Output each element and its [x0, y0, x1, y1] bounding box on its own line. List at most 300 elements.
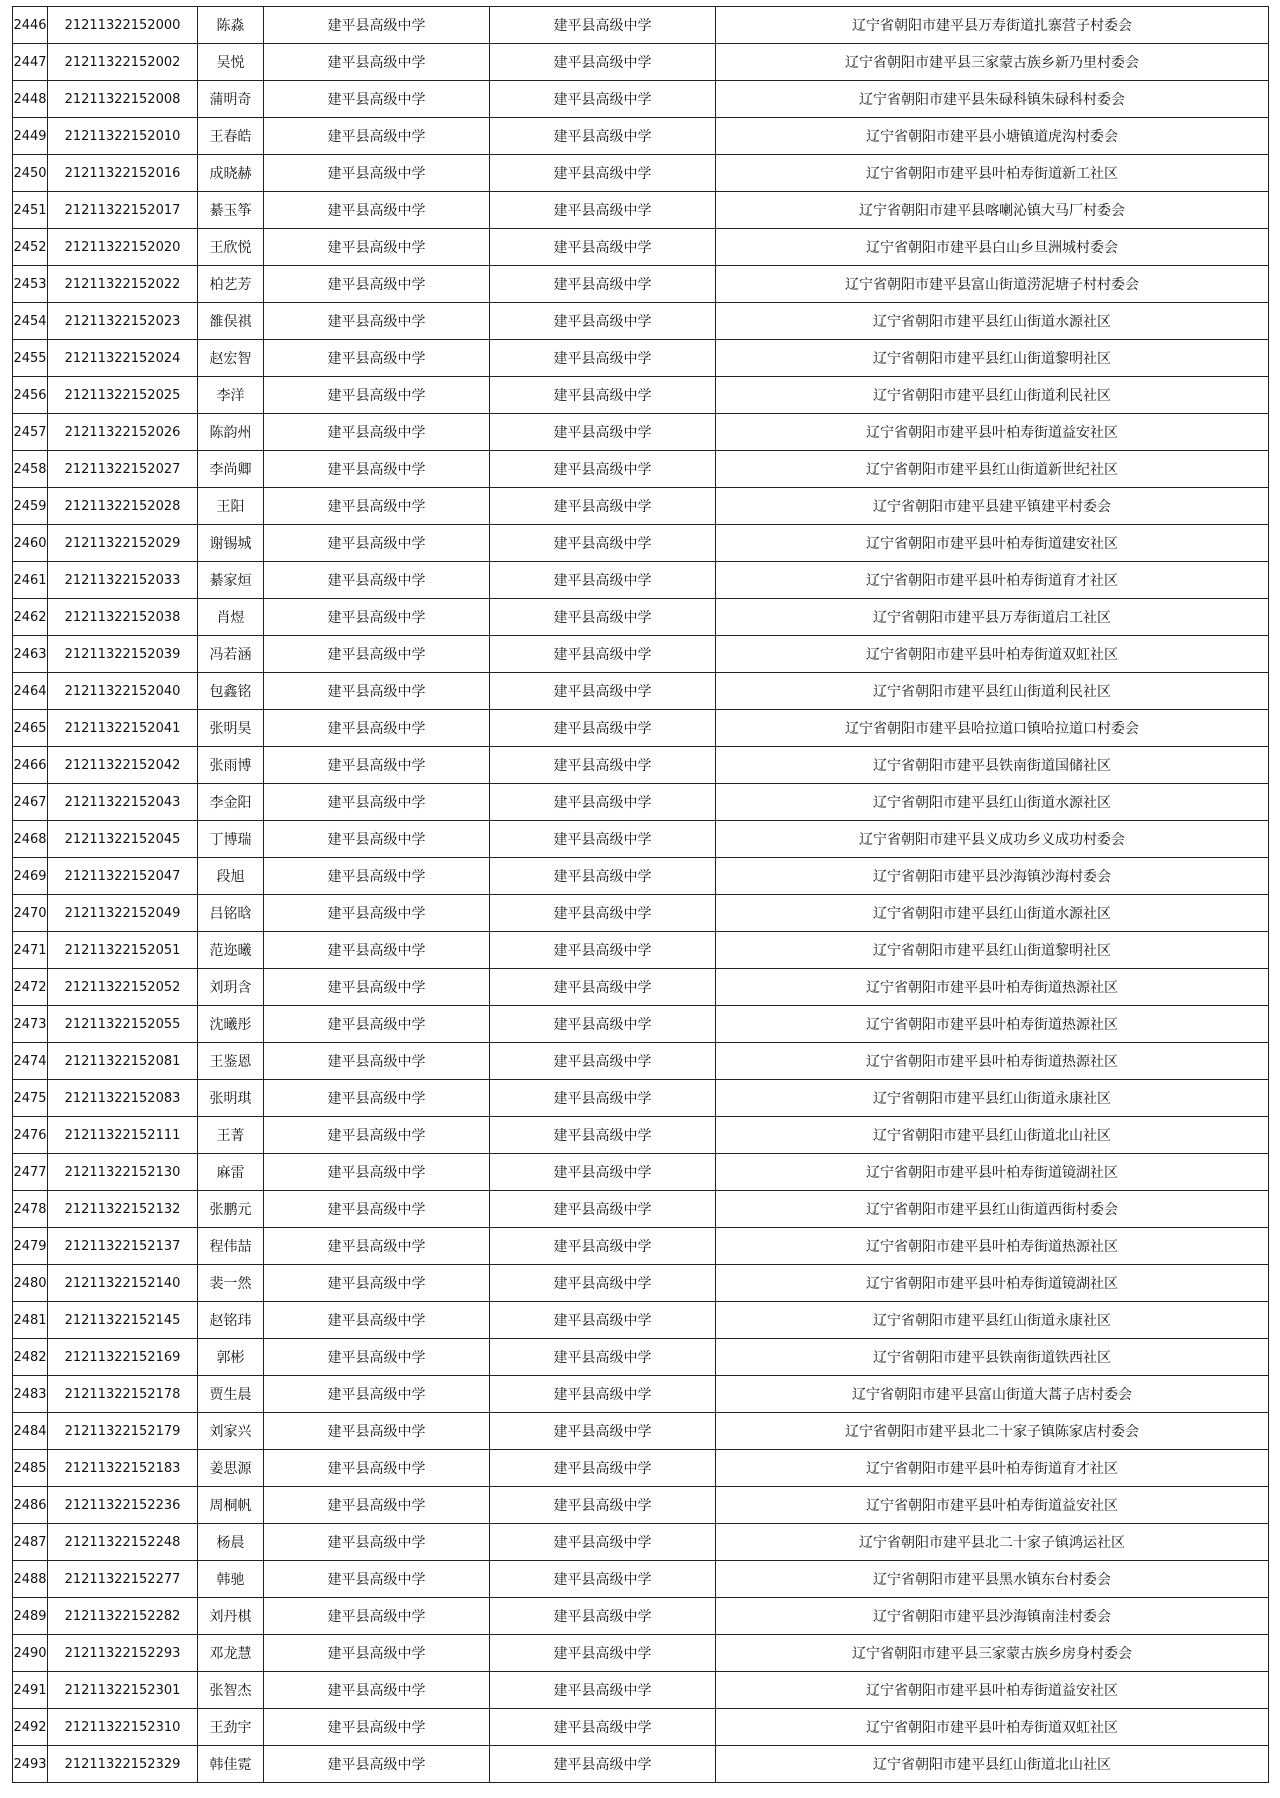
school-name-cell: 建平县高级中学 [264, 895, 490, 932]
home-address-cell: 辽宁省朝阳市建平县叶柏寿街道热源社区 [716, 969, 1269, 1006]
student-name-cell: 蒲明奇 [198, 81, 264, 118]
admit-school-cell: 建平县高级中学 [490, 1561, 716, 1598]
student-name-cell: 王阳 [198, 488, 264, 525]
table-row [13, 932, 1269, 969]
exam-id-cell: 21211322152083 [48, 1080, 198, 1117]
exam-id-cell: 21211322152043 [48, 784, 198, 821]
home-address-cell: 辽宁省朝阳市建平县铁南街道铁西社区 [716, 1339, 1269, 1376]
home-address-cell: 辽宁省朝阳市建平县叶柏寿街道益安社区 [716, 414, 1269, 451]
document-page [12, 6, 1268, 1783]
row-number-cell: 2468 [13, 821, 48, 858]
table-row [13, 1561, 1269, 1598]
school-name-cell: 建平县高级中学 [264, 673, 490, 710]
student-name-cell: 赵宏智 [198, 340, 264, 377]
table-row [13, 1413, 1269, 1450]
home-address-cell: 辽宁省朝阳市建平县叶柏寿街道育才社区 [716, 1450, 1269, 1487]
table-row [13, 1043, 1269, 1080]
home-address-cell: 辽宁省朝阳市建平县三家蒙古族乡房身村委会 [716, 1635, 1269, 1672]
exam-id-cell: 21211322152047 [48, 858, 198, 895]
exam-id-cell: 21211322152310 [48, 1709, 198, 1746]
school-name-cell: 建平县高级中学 [264, 747, 490, 784]
exam-id-cell: 21211322152010 [48, 118, 198, 155]
row-number-cell: 2453 [13, 266, 48, 303]
student-name-cell: 韩驰 [198, 1561, 264, 1598]
school-name-cell: 建平县高级中学 [264, 1635, 490, 1672]
school-name-cell: 建平县高级中学 [264, 599, 490, 636]
home-address-cell: 辽宁省朝阳市建平县叶柏寿街道热源社区 [716, 1228, 1269, 1265]
table-row [13, 784, 1269, 821]
row-number-cell: 2467 [13, 784, 48, 821]
home-address-cell: 辽宁省朝阳市建平县红山街道水源社区 [716, 784, 1269, 821]
school-name-cell: 建平县高级中学 [264, 340, 490, 377]
school-name-cell: 建平县高级中学 [264, 44, 490, 81]
admit-school-cell: 建平县高级中学 [490, 636, 716, 673]
table-row [13, 377, 1269, 414]
school-name-cell: 建平县高级中学 [264, 303, 490, 340]
school-name-cell: 建平县高级中学 [264, 821, 490, 858]
exam-id-cell: 21211322152049 [48, 895, 198, 932]
home-address-cell: 辽宁省朝阳市建平县叶柏寿街道新工社区 [716, 155, 1269, 192]
school-name-cell: 建平县高级中学 [264, 192, 490, 229]
school-name-cell: 建平县高级中学 [264, 155, 490, 192]
home-address-cell: 辽宁省朝阳市建平县白山乡旦洲城村委会 [716, 229, 1269, 266]
table-row [13, 562, 1269, 599]
admit-school-cell: 建平县高级中学 [490, 1450, 716, 1487]
admit-school-cell: 建平县高级中学 [490, 229, 716, 266]
school-name-cell: 建平县高级中学 [264, 81, 490, 118]
row-number-cell: 2470 [13, 895, 48, 932]
table-row [13, 747, 1269, 784]
admit-school-cell: 建平县高级中学 [490, 1339, 716, 1376]
student-name-cell: 刘丹棋 [198, 1598, 264, 1635]
admit-school-cell: 建平县高级中学 [490, 1080, 716, 1117]
exam-id-cell: 21211322152026 [48, 414, 198, 451]
exam-id-cell: 21211322152140 [48, 1265, 198, 1302]
row-number-cell: 2484 [13, 1413, 48, 1450]
table-row [13, 599, 1269, 636]
student-name-cell: 吴悦 [198, 44, 264, 81]
student-name-cell: 成晓赫 [198, 155, 264, 192]
exam-id-cell: 21211322152277 [48, 1561, 198, 1598]
home-address-cell: 辽宁省朝阳市建平县红山街道永康社区 [716, 1080, 1269, 1117]
home-address-cell: 辽宁省朝阳市建平县红山街道北山社区 [716, 1746, 1269, 1783]
exam-id-cell: 21211322152020 [48, 229, 198, 266]
home-address-cell: 辽宁省朝阳市建平县叶柏寿街道益安社区 [716, 1487, 1269, 1524]
student-name-cell: 杨晨 [198, 1524, 264, 1561]
row-number-cell: 2492 [13, 1709, 48, 1746]
exam-id-cell: 21211322152045 [48, 821, 198, 858]
student-name-cell: 沈曦彤 [198, 1006, 264, 1043]
row-number-cell: 2474 [13, 1043, 48, 1080]
admit-school-cell: 建平县高级中学 [490, 599, 716, 636]
admit-school-cell: 建平县高级中学 [490, 1043, 716, 1080]
admit-school-cell: 建平县高级中学 [490, 1154, 716, 1191]
admit-school-cell: 建平县高级中学 [490, 266, 716, 303]
table-row [13, 1154, 1269, 1191]
school-name-cell: 建平县高级中学 [264, 1191, 490, 1228]
table-row [13, 858, 1269, 895]
home-address-cell: 辽宁省朝阳市建平县小塘镇道虎沟村委会 [716, 118, 1269, 155]
school-name-cell: 建平县高级中学 [264, 1524, 490, 1561]
row-number-cell: 2485 [13, 1450, 48, 1487]
row-number-cell: 2462 [13, 599, 48, 636]
row-number-cell: 2464 [13, 673, 48, 710]
admit-school-cell: 建平县高级中学 [490, 821, 716, 858]
admit-school-cell: 建平县高级中学 [490, 7, 716, 44]
school-name-cell: 建平县高级中学 [264, 784, 490, 821]
home-address-cell: 辽宁省朝阳市建平县义成功乡义成功村委会 [716, 821, 1269, 858]
admit-school-cell: 建平县高级中学 [490, 1228, 716, 1265]
student-name-cell: 张鹏元 [198, 1191, 264, 1228]
student-name-cell: 谢锡城 [198, 525, 264, 562]
row-number-cell: 2454 [13, 303, 48, 340]
student-name-cell: 陈淼 [198, 7, 264, 44]
exam-id-cell: 21211322152008 [48, 81, 198, 118]
school-name-cell: 建平县高级中学 [264, 636, 490, 673]
row-number-cell: 2476 [13, 1117, 48, 1154]
school-name-cell: 建平县高级中学 [264, 1117, 490, 1154]
student-name-cell: 张明昊 [198, 710, 264, 747]
exam-id-cell: 21211322152028 [48, 488, 198, 525]
student-name-cell: 包鑫铭 [198, 673, 264, 710]
admit-school-cell: 建平县高级中学 [490, 895, 716, 932]
admit-school-cell: 建平县高级中学 [490, 1191, 716, 1228]
exam-id-cell: 21211322152301 [48, 1672, 198, 1709]
exam-id-cell: 21211322152051 [48, 932, 198, 969]
admit-school-cell: 建平县高级中学 [490, 488, 716, 525]
student-name-cell: 程伟喆 [198, 1228, 264, 1265]
student-name-cell: 王鉴恩 [198, 1043, 264, 1080]
row-number-cell: 2460 [13, 525, 48, 562]
student-name-cell: 綦玉筝 [198, 192, 264, 229]
exam-id-cell: 21211322152038 [48, 599, 198, 636]
school-name-cell: 建平县高级中学 [264, 1228, 490, 1265]
exam-id-cell: 21211322152017 [48, 192, 198, 229]
student-name-cell: 李洋 [198, 377, 264, 414]
admit-school-cell: 建平县高级中学 [490, 1635, 716, 1672]
admit-school-cell: 建平县高级中学 [490, 1598, 716, 1635]
student-name-cell: 王菁 [198, 1117, 264, 1154]
row-number-cell: 2490 [13, 1635, 48, 1672]
admit-school-cell: 建平县高级中学 [490, 1117, 716, 1154]
admit-school-cell: 建平县高级中学 [490, 784, 716, 821]
school-name-cell: 建平县高级中学 [264, 266, 490, 303]
exam-id-cell: 21211322152282 [48, 1598, 198, 1635]
home-address-cell: 辽宁省朝阳市建平县北二十家子镇陈家店村委会 [716, 1413, 1269, 1450]
school-name-cell: 建平县高级中学 [264, 229, 490, 266]
student-name-cell: 冯若涵 [198, 636, 264, 673]
home-address-cell: 辽宁省朝阳市建平县红山街道水源社区 [716, 895, 1269, 932]
table-row [13, 7, 1269, 44]
exam-id-cell: 21211322152000 [48, 7, 198, 44]
admit-school-cell: 建平县高级中学 [490, 1746, 716, 1783]
exam-id-cell: 21211322152329 [48, 1746, 198, 1783]
exam-id-cell: 21211322152132 [48, 1191, 198, 1228]
row-number-cell: 2469 [13, 858, 48, 895]
home-address-cell: 辽宁省朝阳市建平县建平镇建平村委会 [716, 488, 1269, 525]
school-name-cell: 建平县高级中学 [264, 7, 490, 44]
school-name-cell: 建平县高级中学 [264, 858, 490, 895]
table-row [13, 525, 1269, 562]
home-address-cell: 辽宁省朝阳市建平县红山街道黎明社区 [716, 340, 1269, 377]
school-name-cell: 建平县高级中学 [264, 1672, 490, 1709]
table-row [13, 1376, 1269, 1413]
row-number-cell: 2493 [13, 1746, 48, 1783]
row-number-cell: 2482 [13, 1339, 48, 1376]
school-name-cell: 建平县高级中学 [264, 525, 490, 562]
home-address-cell: 辽宁省朝阳市建平县红山街道利民社区 [716, 673, 1269, 710]
admit-school-cell: 建平县高级中学 [490, 340, 716, 377]
home-address-cell: 辽宁省朝阳市建平县三家蒙古族乡新乃里村委会 [716, 44, 1269, 81]
school-name-cell: 建平县高级中学 [264, 1339, 490, 1376]
row-number-cell: 2487 [13, 1524, 48, 1561]
home-address-cell: 辽宁省朝阳市建平县哈拉道口镇哈拉道口村委会 [716, 710, 1269, 747]
roster-body [13, 7, 1269, 1783]
home-address-cell: 辽宁省朝阳市建平县沙海镇南洼村委会 [716, 1598, 1269, 1635]
table-row [13, 451, 1269, 488]
school-name-cell: 建平县高级中学 [264, 118, 490, 155]
school-name-cell: 建平县高级中学 [264, 969, 490, 1006]
school-name-cell: 建平县高级中学 [264, 710, 490, 747]
row-number-cell: 2478 [13, 1191, 48, 1228]
student-name-cell: 丁博瑞 [198, 821, 264, 858]
home-address-cell: 辽宁省朝阳市建平县万寿街道启工社区 [716, 599, 1269, 636]
school-name-cell: 建平县高级中学 [264, 1043, 490, 1080]
student-name-cell: 张智杰 [198, 1672, 264, 1709]
admit-school-cell: 建平县高级中学 [490, 1672, 716, 1709]
exam-id-cell: 21211322152055 [48, 1006, 198, 1043]
school-name-cell: 建平县高级中学 [264, 1265, 490, 1302]
admit-school-cell: 建平县高级中学 [490, 858, 716, 895]
student-name-cell: 吕铭晗 [198, 895, 264, 932]
exam-id-cell: 21211322152029 [48, 525, 198, 562]
exam-id-cell: 21211322152027 [48, 451, 198, 488]
student-name-cell: 裴一然 [198, 1265, 264, 1302]
school-name-cell: 建平县高级中学 [264, 1302, 490, 1339]
home-address-cell: 辽宁省朝阳市建平县万寿街道扎寨营子村委会 [716, 7, 1269, 44]
row-number-cell: 2471 [13, 932, 48, 969]
row-number-cell: 2488 [13, 1561, 48, 1598]
student-name-cell: 赵铭玮 [198, 1302, 264, 1339]
table-row [13, 44, 1269, 81]
table-row [13, 1598, 1269, 1635]
row-number-cell: 2449 [13, 118, 48, 155]
admit-school-cell: 建平县高级中学 [490, 1265, 716, 1302]
home-address-cell: 辽宁省朝阳市建平县叶柏寿街道热源社区 [716, 1043, 1269, 1080]
school-name-cell: 建平县高级中学 [264, 562, 490, 599]
home-address-cell: 辽宁省朝阳市建平县北二十家子镇鸿运社区 [716, 1524, 1269, 1561]
admit-school-cell: 建平县高级中学 [490, 451, 716, 488]
home-address-cell: 辽宁省朝阳市建平县叶柏寿街道育才社区 [716, 562, 1269, 599]
admit-school-cell: 建平县高级中学 [490, 562, 716, 599]
home-address-cell: 辽宁省朝阳市建平县叶柏寿街道镜湖社区 [716, 1265, 1269, 1302]
table-row [13, 1339, 1269, 1376]
table-row [13, 488, 1269, 525]
table-row [13, 1672, 1269, 1709]
home-address-cell: 辽宁省朝阳市建平县叶柏寿街道益安社区 [716, 1672, 1269, 1709]
table-row [13, 1487, 1269, 1524]
home-address-cell: 辽宁省朝阳市建平县黑水镇东台村委会 [716, 1561, 1269, 1598]
school-name-cell: 建平县高级中学 [264, 1154, 490, 1191]
admit-school-cell: 建平县高级中学 [490, 1302, 716, 1339]
student-name-cell: 韩佳霓 [198, 1746, 264, 1783]
exam-id-cell: 21211322152111 [48, 1117, 198, 1154]
row-number-cell: 2459 [13, 488, 48, 525]
row-number-cell: 2448 [13, 81, 48, 118]
admit-school-cell: 建平县高级中学 [490, 1376, 716, 1413]
admit-school-cell: 建平县高级中学 [490, 1709, 716, 1746]
home-address-cell: 辽宁省朝阳市建平县叶柏寿街道双虹社区 [716, 1709, 1269, 1746]
table-row [13, 1265, 1269, 1302]
school-name-cell: 建平县高级中学 [264, 1450, 490, 1487]
school-name-cell: 建平县高级中学 [264, 377, 490, 414]
home-address-cell: 辽宁省朝阳市建平县沙海镇沙海村委会 [716, 858, 1269, 895]
admit-school-cell: 建平县高级中学 [490, 1006, 716, 1043]
admit-school-cell: 建平县高级中学 [490, 303, 716, 340]
row-number-cell: 2456 [13, 377, 48, 414]
student-name-cell: 陈韵州 [198, 414, 264, 451]
table-row [13, 969, 1269, 1006]
row-number-cell: 2457 [13, 414, 48, 451]
table-row [13, 1524, 1269, 1561]
table-row [13, 192, 1269, 229]
table-row [13, 340, 1269, 377]
row-number-cell: 2450 [13, 155, 48, 192]
admit-school-cell: 建平县高级中学 [490, 44, 716, 81]
admit-school-cell: 建平县高级中学 [490, 525, 716, 562]
home-address-cell: 辽宁省朝阳市建平县红山街道永康社区 [716, 1302, 1269, 1339]
exam-id-cell: 21211322152169 [48, 1339, 198, 1376]
row-number-cell: 2473 [13, 1006, 48, 1043]
table-row [13, 1006, 1269, 1043]
school-name-cell: 建平县高级中学 [264, 1080, 490, 1117]
admit-school-cell: 建平县高级中学 [490, 710, 716, 747]
student-name-cell: 雒俣祺 [198, 303, 264, 340]
row-number-cell: 2477 [13, 1154, 48, 1191]
row-number-cell: 2458 [13, 451, 48, 488]
table-row [13, 1117, 1269, 1154]
exam-id-cell: 21211322152052 [48, 969, 198, 1006]
exam-id-cell: 21211322152145 [48, 1302, 198, 1339]
student-name-cell: 张雨博 [198, 747, 264, 784]
student-name-cell: 姜思源 [198, 1450, 264, 1487]
exam-id-cell: 21211322152023 [48, 303, 198, 340]
home-address-cell: 辽宁省朝阳市建平县叶柏寿街道双虹社区 [716, 636, 1269, 673]
school-name-cell: 建平县高级中学 [264, 1487, 490, 1524]
admit-school-cell: 建平县高级中学 [490, 673, 716, 710]
home-address-cell: 辽宁省朝阳市建平县朱碌科镇朱碌科村委会 [716, 81, 1269, 118]
exam-id-cell: 21211322152002 [48, 44, 198, 81]
school-name-cell: 建平县高级中学 [264, 414, 490, 451]
table-row [13, 895, 1269, 932]
row-number-cell: 2466 [13, 747, 48, 784]
table-row [13, 1302, 1269, 1339]
table-row [13, 118, 1269, 155]
school-name-cell: 建平县高级中学 [264, 932, 490, 969]
row-number-cell: 2475 [13, 1080, 48, 1117]
table-row [13, 1080, 1269, 1117]
school-name-cell: 建平县高级中学 [264, 1006, 490, 1043]
exam-id-cell: 21211322152178 [48, 1376, 198, 1413]
roster-table [12, 6, 1269, 1783]
table-row [13, 1228, 1269, 1265]
table-row [13, 636, 1269, 673]
home-address-cell: 辽宁省朝阳市建平县红山街道新世纪社区 [716, 451, 1269, 488]
admit-school-cell: 建平县高级中学 [490, 747, 716, 784]
exam-id-cell: 21211322152179 [48, 1413, 198, 1450]
table-row [13, 1450, 1269, 1487]
school-name-cell: 建平县高级中学 [264, 1376, 490, 1413]
row-number-cell: 2461 [13, 562, 48, 599]
row-number-cell: 2452 [13, 229, 48, 266]
table-row [13, 1709, 1269, 1746]
table-row [13, 229, 1269, 266]
row-number-cell: 2446 [13, 7, 48, 44]
exam-id-cell: 21211322152024 [48, 340, 198, 377]
table-row [13, 266, 1269, 303]
student-name-cell: 肖煜 [198, 599, 264, 636]
student-name-cell: 郭彬 [198, 1339, 264, 1376]
exam-id-cell: 21211322152041 [48, 710, 198, 747]
home-address-cell: 辽宁省朝阳市建平县红山街道黎明社区 [716, 932, 1269, 969]
table-row [13, 1635, 1269, 1672]
admit-school-cell: 建平县高级中学 [490, 932, 716, 969]
school-name-cell: 建平县高级中学 [264, 1709, 490, 1746]
exam-id-cell: 21211322152183 [48, 1450, 198, 1487]
table-row [13, 155, 1269, 192]
row-number-cell: 2486 [13, 1487, 48, 1524]
student-name-cell: 段旭 [198, 858, 264, 895]
school-name-cell: 建平县高级中学 [264, 488, 490, 525]
table-row [13, 673, 1269, 710]
admit-school-cell: 建平县高级中学 [490, 1487, 716, 1524]
home-address-cell: 辽宁省朝阳市建平县红山街道利民社区 [716, 377, 1269, 414]
student-name-cell: 綦家烜 [198, 562, 264, 599]
student-name-cell: 柏艺芳 [198, 266, 264, 303]
home-address-cell: 辽宁省朝阳市建平县红山街道西街村委会 [716, 1191, 1269, 1228]
table-row [13, 81, 1269, 118]
school-name-cell: 建平县高级中学 [264, 1746, 490, 1783]
student-name-cell: 张明琪 [198, 1080, 264, 1117]
row-number-cell: 2451 [13, 192, 48, 229]
row-number-cell: 2491 [13, 1672, 48, 1709]
exam-id-cell: 21211322152040 [48, 673, 198, 710]
admit-school-cell: 建平县高级中学 [490, 414, 716, 451]
exam-id-cell: 21211322152081 [48, 1043, 198, 1080]
row-number-cell: 2465 [13, 710, 48, 747]
row-number-cell: 2480 [13, 1265, 48, 1302]
admit-school-cell: 建平县高级中学 [490, 377, 716, 414]
exam-id-cell: 21211322152016 [48, 155, 198, 192]
student-name-cell: 王劲宇 [198, 1709, 264, 1746]
row-number-cell: 2447 [13, 44, 48, 81]
exam-id-cell: 21211322152033 [48, 562, 198, 599]
school-name-cell: 建平县高级中学 [264, 1561, 490, 1598]
exam-id-cell: 21211322152022 [48, 266, 198, 303]
student-name-cell: 范迩曦 [198, 932, 264, 969]
row-number-cell: 2479 [13, 1228, 48, 1265]
admit-school-cell: 建平县高级中学 [490, 155, 716, 192]
admit-school-cell: 建平县高级中学 [490, 1413, 716, 1450]
admit-school-cell: 建平县高级中学 [490, 81, 716, 118]
table-row [13, 414, 1269, 451]
home-address-cell: 辽宁省朝阳市建平县叶柏寿街道建安社区 [716, 525, 1269, 562]
student-name-cell: 李金阳 [198, 784, 264, 821]
home-address-cell: 辽宁省朝阳市建平县叶柏寿街道热源社区 [716, 1006, 1269, 1043]
table-row [13, 710, 1269, 747]
exam-id-cell: 21211322152137 [48, 1228, 198, 1265]
student-name-cell: 麻雷 [198, 1154, 264, 1191]
